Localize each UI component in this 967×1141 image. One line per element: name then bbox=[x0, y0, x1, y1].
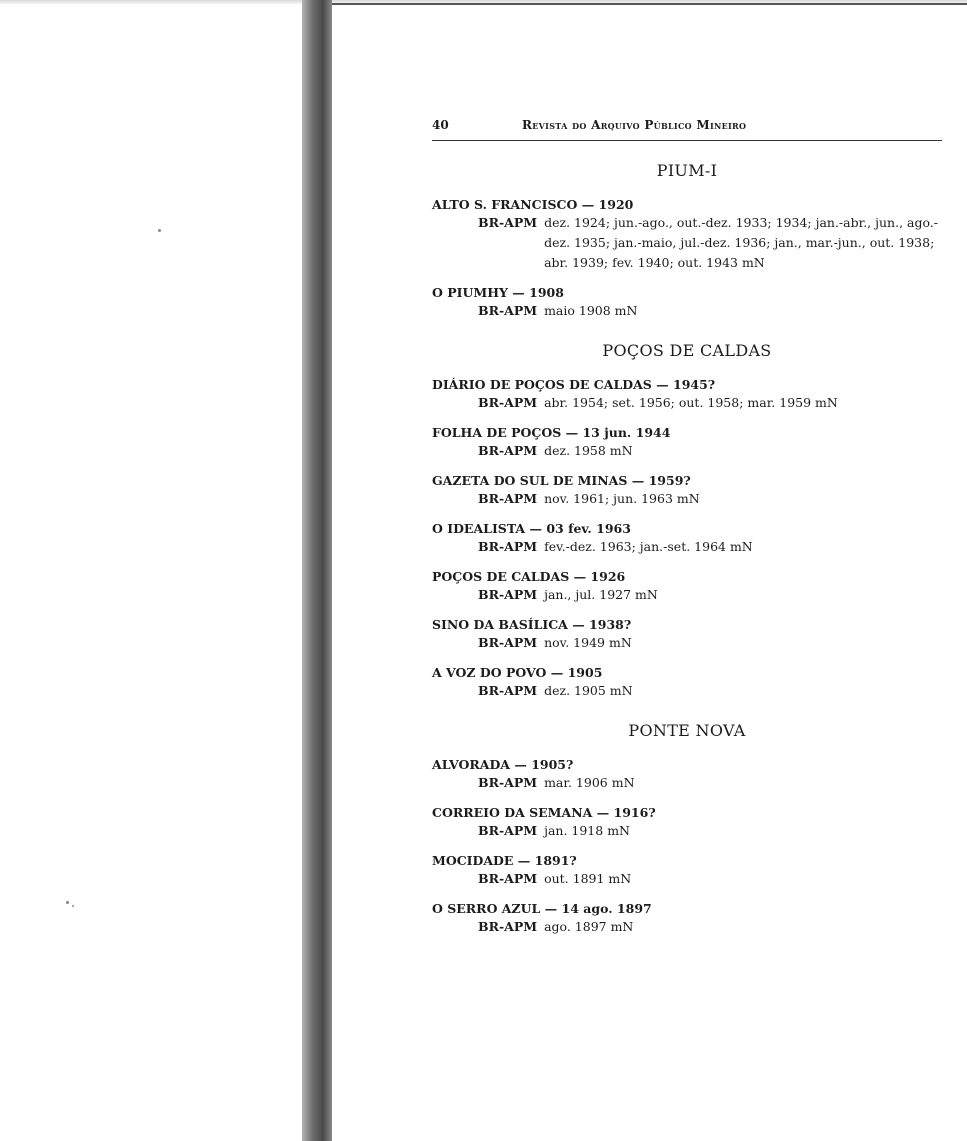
library-code: BR-APM bbox=[478, 395, 538, 410]
newspaper-title: SINO DA BASÍLICA — 1938? bbox=[432, 617, 632, 632]
holdings-dates: jan., jul. 1927 mN bbox=[544, 587, 658, 602]
newspaper-title: DIÁRIO DE POÇOS DE CALDAS — 1945? bbox=[432, 377, 716, 392]
holdings-line bbox=[432, 489, 942, 509]
scan-speck bbox=[158, 229, 161, 232]
library-code: BR-APM bbox=[478, 919, 538, 934]
document-page bbox=[432, 118, 942, 948]
holdings-line bbox=[432, 213, 942, 273]
holdings-dates: dez. 1958 mN bbox=[544, 443, 633, 458]
library-code: BR-APM bbox=[478, 303, 538, 318]
holdings-line bbox=[432, 441, 942, 461]
holdings-line bbox=[432, 681, 942, 701]
newspaper-title: A VOZ DO POVO — 1905 bbox=[432, 665, 603, 680]
library-code: BR-APM bbox=[478, 683, 538, 698]
holdings-dates: mar. 1906 mN bbox=[544, 775, 635, 790]
catalog-section bbox=[432, 721, 942, 937]
holdings-line bbox=[432, 585, 942, 605]
newspaper-title: CORREIO DA SEMANA — 1916? bbox=[432, 805, 656, 820]
catalog-sections bbox=[432, 161, 942, 937]
catalog-entry bbox=[432, 376, 942, 413]
holdings-dates: maio 1908 mN bbox=[544, 303, 638, 318]
holdings-dates: dez. 1905 mN bbox=[544, 683, 633, 698]
holdings-line bbox=[432, 917, 942, 937]
section-title: PIUM-I bbox=[656, 161, 718, 180]
catalog-entry bbox=[432, 804, 942, 841]
newspaper-title: O PIUMHY — 1908 bbox=[432, 285, 564, 300]
holdings-dates: dez. 1924; jun.-ago., out.-dez. 1933; 1934; jan.-abr., jun., ago.-dez. 1935; jan.-maio, jul.-dez. 1936; jan., mar.-jun., out. 1938; abr. 1939; fev. 1940; out. 1943 mN bbox=[544, 215, 938, 270]
newspaper-title: POÇOS DE CALDAS — 1926 bbox=[432, 569, 626, 584]
page-number: 40 bbox=[432, 118, 449, 132]
library-code: BR-APM bbox=[478, 775, 538, 790]
holdings-dates: abr. 1954; set. 1956; out. 1958; mar. 1959 mN bbox=[544, 395, 838, 410]
library-code: BR-APM bbox=[478, 443, 538, 458]
library-code: BR-APM bbox=[478, 491, 538, 506]
holdings-line bbox=[432, 821, 942, 841]
holdings-line bbox=[432, 537, 942, 557]
newspaper-title: O IDEALISTA — 03 fev. 1963 bbox=[432, 521, 631, 536]
holdings-dates: nov. 1961; jun. 1963 mN bbox=[544, 491, 700, 506]
catalog-entry bbox=[432, 568, 942, 605]
holdings-line bbox=[432, 633, 942, 653]
library-code: BR-APM bbox=[478, 823, 538, 838]
catalog-section bbox=[432, 341, 942, 701]
catalog-entry bbox=[432, 424, 942, 461]
newspaper-title: FOLHA DE POÇOS — 13 jun. 1944 bbox=[432, 425, 671, 440]
scan-speck bbox=[72, 905, 74, 907]
scan-speck bbox=[66, 901, 69, 904]
catalog-entry bbox=[432, 900, 942, 937]
catalog-section bbox=[432, 161, 942, 321]
holdings-line bbox=[432, 773, 942, 793]
running-head bbox=[432, 118, 942, 141]
catalog-entry bbox=[432, 616, 942, 653]
scan-top-rule bbox=[330, 3, 967, 5]
holdings-dates: fev.-dez. 1963; jan.-set. 1964 mN bbox=[544, 539, 753, 554]
library-code: BR-APM bbox=[478, 871, 538, 886]
newspaper-title: MOCIDADE — 1891? bbox=[432, 853, 577, 868]
library-code: BR-APM bbox=[478, 635, 538, 650]
holdings-line bbox=[432, 869, 942, 889]
library-code: BR-APM bbox=[478, 587, 538, 602]
journal-title: Revista do Arquivo Público Mineiro bbox=[522, 118, 747, 132]
newspaper-title: ALTO S. FRANCISCO — 1920 bbox=[432, 197, 634, 212]
newspaper-title: O SERRO AZUL — 14 ago. 1897 bbox=[432, 901, 652, 916]
catalog-entry bbox=[432, 196, 942, 273]
holdings-dates: jan. 1918 mN bbox=[544, 823, 630, 838]
catalog-entry bbox=[432, 664, 942, 701]
holdings-line bbox=[432, 301, 942, 321]
catalog-entry bbox=[432, 520, 942, 557]
holdings-dates: nov. 1949 mN bbox=[544, 635, 632, 650]
section-title: PONTE NOVA bbox=[628, 721, 746, 740]
section-title: POÇOS DE CALDAS bbox=[602, 341, 772, 360]
newspaper-title: ALVORADA — 1905? bbox=[432, 757, 574, 772]
catalog-entry bbox=[432, 756, 942, 793]
catalog-entry bbox=[432, 284, 942, 321]
holdings-line bbox=[432, 393, 942, 413]
library-code: BR-APM bbox=[478, 539, 538, 554]
catalog-entry bbox=[432, 472, 942, 509]
holdings-dates: ago. 1897 mN bbox=[544, 919, 634, 934]
newspaper-title: GAZETA DO SUL DE MINAS — 1959? bbox=[432, 473, 691, 488]
book-gutter-shadow bbox=[302, 0, 332, 1141]
holdings-dates: out. 1891 mN bbox=[544, 871, 632, 886]
catalog-entry bbox=[432, 852, 942, 889]
library-code: BR-APM bbox=[478, 215, 538, 230]
